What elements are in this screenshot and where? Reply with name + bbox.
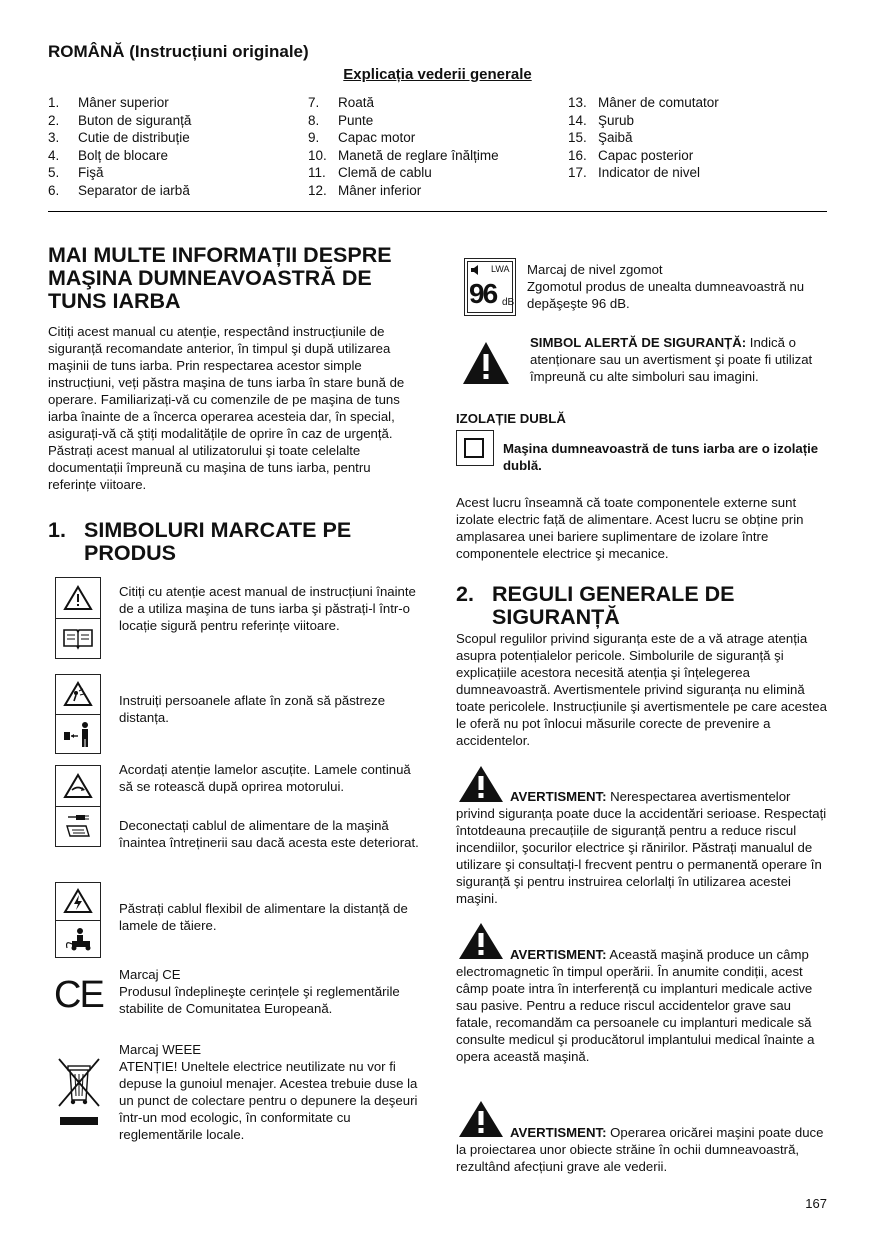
legend-number: 7. [308,95,320,110]
warning-1 [456,788,828,907]
legend-number: 17. [568,165,587,181]
legend-label: Mâner de comutator [598,95,719,110]
noise-lwa-label: LWA [491,264,510,274]
legend-number: 3. [48,130,60,146]
legend-number: 6. [48,182,60,198]
weee-text-block [119,1041,419,1143]
legend-number: 1. [48,95,60,110]
weee-bin-icon [56,1056,102,1128]
read-manual-text: Citiți cu atenție acest manual de instrucțiuni înainte de a utiliza maşina de tuns iarba şi păstrați-l într-o locație sigură pentru referințe viitoare. [119,584,416,633]
warning-text: Operarea oricărei maşini poate duce la proiectarea unor obiecte străine în ochii dumneavoastră, rezultând afecțiuni grave ale vederii. [456,1125,824,1174]
legend-label: Manetă de reglare înălțime [338,147,499,163]
legend-item [568,164,719,182]
ce-title: Marcaj CE [119,967,181,982]
legend-item [568,129,719,147]
legend-item [308,94,499,112]
noise-text: Zgomotul produs de unealta dumneavoastră nu depăşeşte 96 dB. [527,279,805,311]
legend-item [308,147,499,165]
legend-number: 11. [308,165,326,181]
legend-column-3 [568,94,719,182]
legend-column-1 [48,94,191,200]
ce-mark-icon: CE [54,974,103,1016]
warning-label: AVERTISMENT: [510,1125,607,1140]
warning-triangle-icon [56,578,100,618]
section-title: SIMBOLURI MARCATE PE [84,518,352,542]
page-number: 167 [805,1196,827,1211]
legend-item [568,112,719,130]
speaker-icon [470,264,480,276]
legend-label: Capac motor [338,130,416,146]
legend-item [308,182,499,200]
heading-line [48,519,428,542]
noise-level-badge [464,258,516,316]
weee-title: Marcaj WEEE [119,1042,202,1057]
more-info-heading [48,244,428,313]
warning-2 [456,946,828,1065]
noise-text-block [527,261,827,312]
safety-alert-icon [461,340,511,386]
legend-label: Mâner inferior [338,182,422,198]
noise-value: 96 [469,278,497,309]
thrown-objects-icon [56,675,100,714]
legend-item [568,94,719,112]
ce-text-block [119,966,419,1017]
alert-title: SIMBOL ALERTĂ DE SIGURANȚĂ: [530,335,747,350]
section1-heading [48,519,428,565]
section2-intro: Scopul regulilor privind siguranța este de a vă atrage atenția asupra potențialelor pericole. Simbolurile de siguranță şi explicațiile acestora necesită atenția şi înțelegerea dumneavoastră. Avertismentele privind siguranța nu elimină toate pericolele. Instrucțiunile şi avertismentele pe care acestea le oferă nu pot înlocui măsurile corecte de prevenire a accidentelor. [456,631,827,748]
legend-item [48,112,191,130]
language-title: ROMÂNĂ (Instrucțiuni originale) [48,42,309,61]
double-insulation-inner-square [464,438,484,458]
ce-text: Produsul îndeplineşte cerințele şi reglementările stabilite de Comunitatea Europeană. [119,984,400,1016]
heading-line [456,583,836,606]
blade-warning-icon [56,766,100,806]
noise-title: Marcaj de nivel zgomot [527,262,663,277]
keep-distance-icon [56,714,100,754]
section-title: REGULI GENERALE DE [492,582,735,606]
legend-label: Fişă [78,165,104,181]
legend-label: Capac posterior [598,147,694,163]
legend-label: Şurub [598,112,635,128]
warning-3 [456,1124,828,1175]
double-insulation-heading: IZOLAȚIE DUBLĂ [456,411,566,426]
legend-number: 16. [568,147,587,163]
manual-book-icon [56,618,100,659]
legend-column-2 [308,94,499,200]
legend-label: Cutie de distribuție [78,130,190,146]
legend-label: Mâner superior [78,95,169,110]
section2-heading [456,583,836,629]
legend-number: 12. [308,182,327,198]
legend-item [48,129,191,147]
legend-title [0,66,875,83]
double-insulation-paragraph: Acest lucru înseamnă că toate componentele externe sunt izolate electric față de alimentare. Acest lucru se obține prin amplasarea unei bariere suplimentare de izolare între componentele electrice şi mecanice. [456,495,804,561]
unplug-icon [56,806,100,847]
safety-alert-text-block [530,334,828,385]
legend-label: Şaibă [598,130,633,146]
legend-number: 14. [568,112,587,128]
legend-label: Separator de iarbă [78,182,190,198]
disconnect-text: Deconectați cablul de alimentare de la maşină înaintea întreținerii sau dacă acesta este deteriorat. [119,818,419,850]
double-insulation-icon [456,430,494,466]
heading-line: TUNS IARBA [48,289,181,313]
legend-number: 13. [568,95,587,110]
alert-text: Indică o atenționare sau un avertisment şi poate fi utilizat împreună cu alte simboluri sau imagini. [530,335,813,384]
read-manual-symbol [55,577,101,659]
legend-label: Roată [338,95,375,110]
blades-text: Acordați atenție lamelor ascuțite. Lamele continuă să se rotească după oprirea motorului. [119,762,411,794]
legend-title-text: Explicația vederii generale [343,66,532,83]
legend-item [48,164,191,182]
noise-unit: dB [502,297,515,308]
electric-shock-icon [56,883,100,920]
cable-text: Păstrați cablul flexibil de alimentare la distanță de lamele de tăiere. [119,901,408,933]
cable-symbol [55,882,101,958]
bystanders-text: Instruiți persoanele aflate în zonă să păstreze distanța. [119,693,386,725]
legend-number: 2. [48,112,60,128]
bystanders-symbol [55,674,101,754]
warning-text: Nerespectarea avertismentelor privind siguranța poate duce la accidentări serioase. Respectați întotdeauna precauțiile de siguranță pentru a reduce riscul incendiilor, şocurilor electrice şi rănirilor. Păstrați manualul de utilizare şi consultați-l frecvent pentru o permanentă operare în siguranță şi pentru instruirea celorlalți în utilizarea acestei maşini. [456,789,827,906]
legend-number: 10. [308,147,327,163]
legend-item [48,147,191,165]
legend-label: Bolț de blocare [78,147,169,163]
mower-cable-icon [56,920,100,958]
more-info-paragraph: Citiți acest manual cu atenție, respectând instrucțiunile de siguranță recomandate anterior, în timpul şi după utilizarea maşinii de tuns iarba. Prin respectarea acestor simple instrucțiuni, veți păstra maşina de tuns iarba în stare bună de operare. Familiarizați-vă cu comenzile de pe maşina de tuns iarba înainte de a încerca operarea acesteia dar, în special, asigurați-vă că ştiți modalitățile de oprire în caz de urgență. Păstrați acest manual al utilizatorului şi toate celelalte documentații împreună cu maşina de tuns iarba, pentru referințe viitoare. [48,324,405,492]
legend-label: Buton de siguranță [78,112,192,128]
legend-number: 15. [568,130,587,146]
section-title: PRODUS [84,541,176,565]
section-number: 1. [48,518,66,542]
section-number: 2. [456,582,474,606]
double-insulation-text: Maşina dumneavoastră de tuns iarba are o izolație dublă. [503,441,819,473]
legend-label: Indicator de nivel [598,165,701,181]
legend-item [568,147,719,165]
legend-number: 5. [48,165,60,181]
legend-item [48,182,191,200]
header-divider [48,211,827,212]
legend-number: 9. [308,130,320,146]
blades-symbol [55,765,101,847]
heading-line: MAI MULTE INFORMAȚII DESPRE [48,243,392,267]
legend-label: Punte [338,112,374,128]
legend-label: Clemă de cablu [338,165,432,181]
legend-item [308,112,499,130]
weee-text: ATENȚIE! Uneltele electrice neutilizate nu vor fi depuse la gunoiul menajer. Acestea trebuie duse la un punct de colectare pentru o depunere la deşeuri într-un mod ecologic, în conformitate cu reglementările locale. [119,1059,418,1142]
warning-label: AVERTISMENT: [510,789,607,804]
warning-text: Această maşină produce un câmp electromagnetic în timpul operării. În anumite condiții, acest câmp poate intra în interferență cu implanturi medicale active sau pasive. Pentru a reduce riscul accidentelor grave sau fatale, recomandăm ca persoanele cu implanturi medicale să consulte medicul şi producătorul implantului medical înainte a opera această maşină. [456,947,815,1064]
legend-item [48,94,191,112]
warning-label: AVERTISMENT: [510,947,607,962]
heading-line: MAŞINA DUMNEAVOASTRĂ DE [48,266,372,290]
legend-item [308,129,499,147]
legend-item [308,164,499,182]
legend-number: 4. [48,147,60,163]
legend-number: 8. [308,112,320,128]
section-title: SIGURANȚĂ [492,605,620,629]
